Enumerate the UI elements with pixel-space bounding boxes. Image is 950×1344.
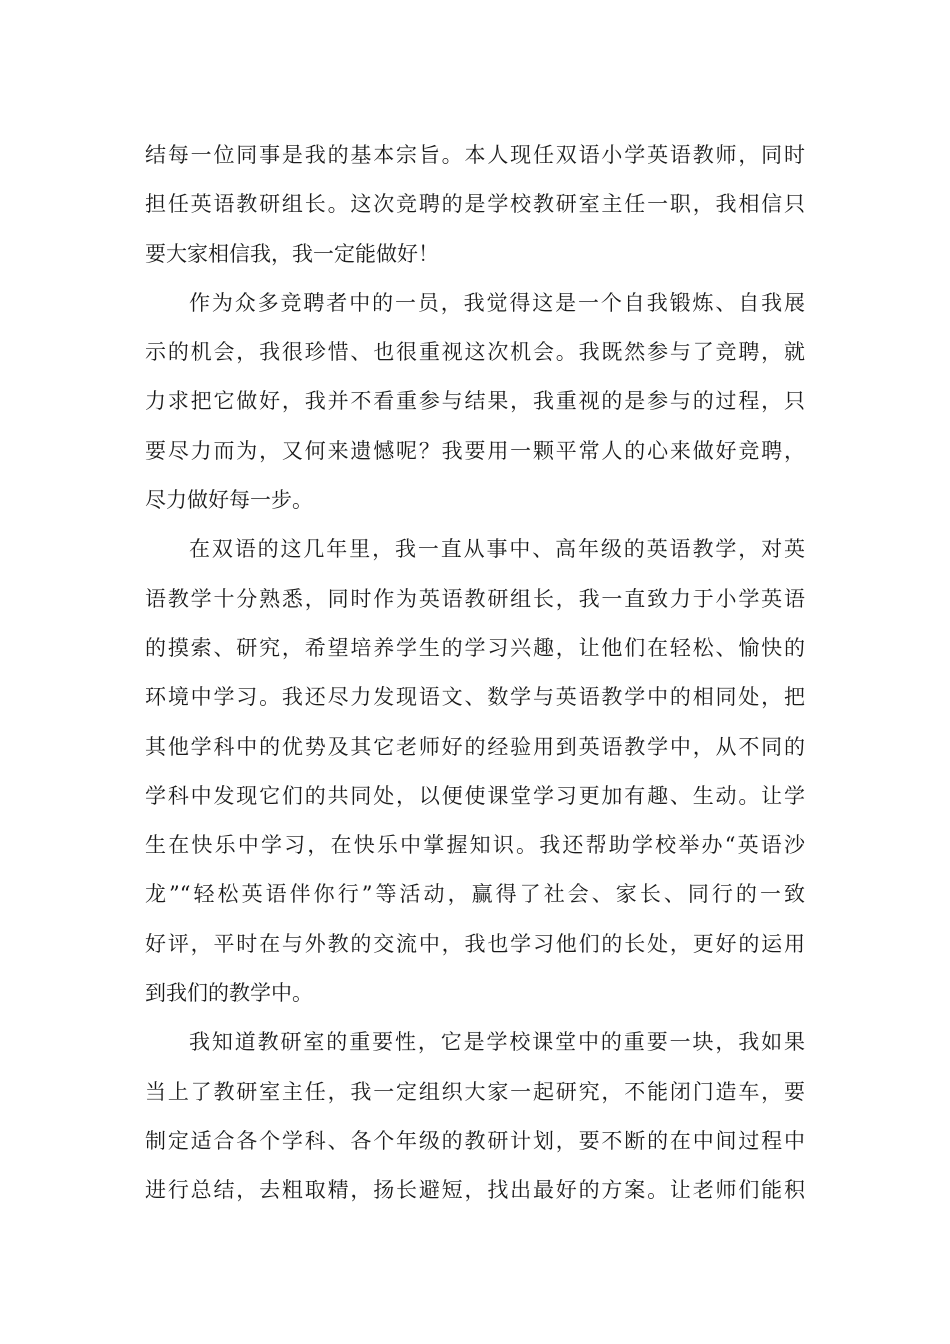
text-line: 语教学十分熟悉，同时作为英语教研组长，我一直致力于小学英语: [145, 586, 805, 611]
text-line: 在双语的这几年里，我一直从事中、高年级的英语教学，对英: [189, 537, 805, 562]
text-line: 尽力做好每一步。: [145, 488, 313, 513]
text-line: 环境中学习。我还尽力发现语文、数学与英语教学中的相同处，把: [145, 685, 805, 710]
text-line: 我知道教研室的重要性，它是学校课堂中的重要一块，我如果: [189, 1030, 805, 1055]
paragraph: [145, 131, 805, 279]
text-line: 到我们的教学中。: [145, 981, 313, 1006]
text-line: 龙”“轻松英语伴你行”等活动，赢得了社会、家长、同行的一致: [145, 882, 805, 907]
paragraph: [145, 279, 805, 525]
text-line: 力求把它做好，我并不看重参与结果，我重视的是参与的过程，只: [145, 389, 805, 414]
text-line: 结每一位同事是我的基本宗旨。本人现任双语小学英语教师，同时: [145, 143, 805, 167]
text-line: 生在快乐中学习，在快乐中掌握知识。我还帮助学校举办“英语沙: [145, 833, 805, 858]
text-line: 示的机会，我很珍惜、也很重视这次机会。我既然参与了竞聘，就: [145, 340, 805, 365]
text-line: 担任英语教研组长。这次竞聘的是学校教研室主任一职，我相信只: [145, 192, 805, 217]
text-line: 要尽力而为，又何来遗憾呢？我要用一颗平常人的心来做好竞聘，: [145, 438, 805, 463]
document-body: [145, 131, 805, 1216]
text-line: 进行总结，去粗取精，扬长避短，找出最好的方案。让老师们能积: [145, 1178, 805, 1203]
text-line: 好评，平时在与外教的交流中，我也学习他们的长处，更好的运用: [145, 931, 805, 956]
text-line: 的摸索、研究，希望培养学生的学习兴趣，让他们在轻松、愉快的: [145, 635, 805, 660]
paragraph: [145, 525, 805, 1018]
text-line: 学科中发现它们的共同处，以便使课堂学习更加有趣、生动。让学: [145, 783, 805, 808]
paragraph: [145, 1018, 805, 1215]
text-line: 作为众多竞聘者中的一员，我觉得这是一个自我锻炼、自我展: [189, 290, 805, 315]
text-line: 制定适合各个学科、各个年级的教研计划，要不断的在中间过程中: [145, 1128, 805, 1153]
text-line: 其他学科中的优势及其它老师好的经验用到英语教学中，从不同的: [145, 734, 805, 759]
text-line: 要大家相信我，我一定能做好！: [145, 241, 439, 266]
text-line: 当上了教研室主任，我一定组织大家一起研究，不能闭门造车，要: [145, 1079, 805, 1104]
